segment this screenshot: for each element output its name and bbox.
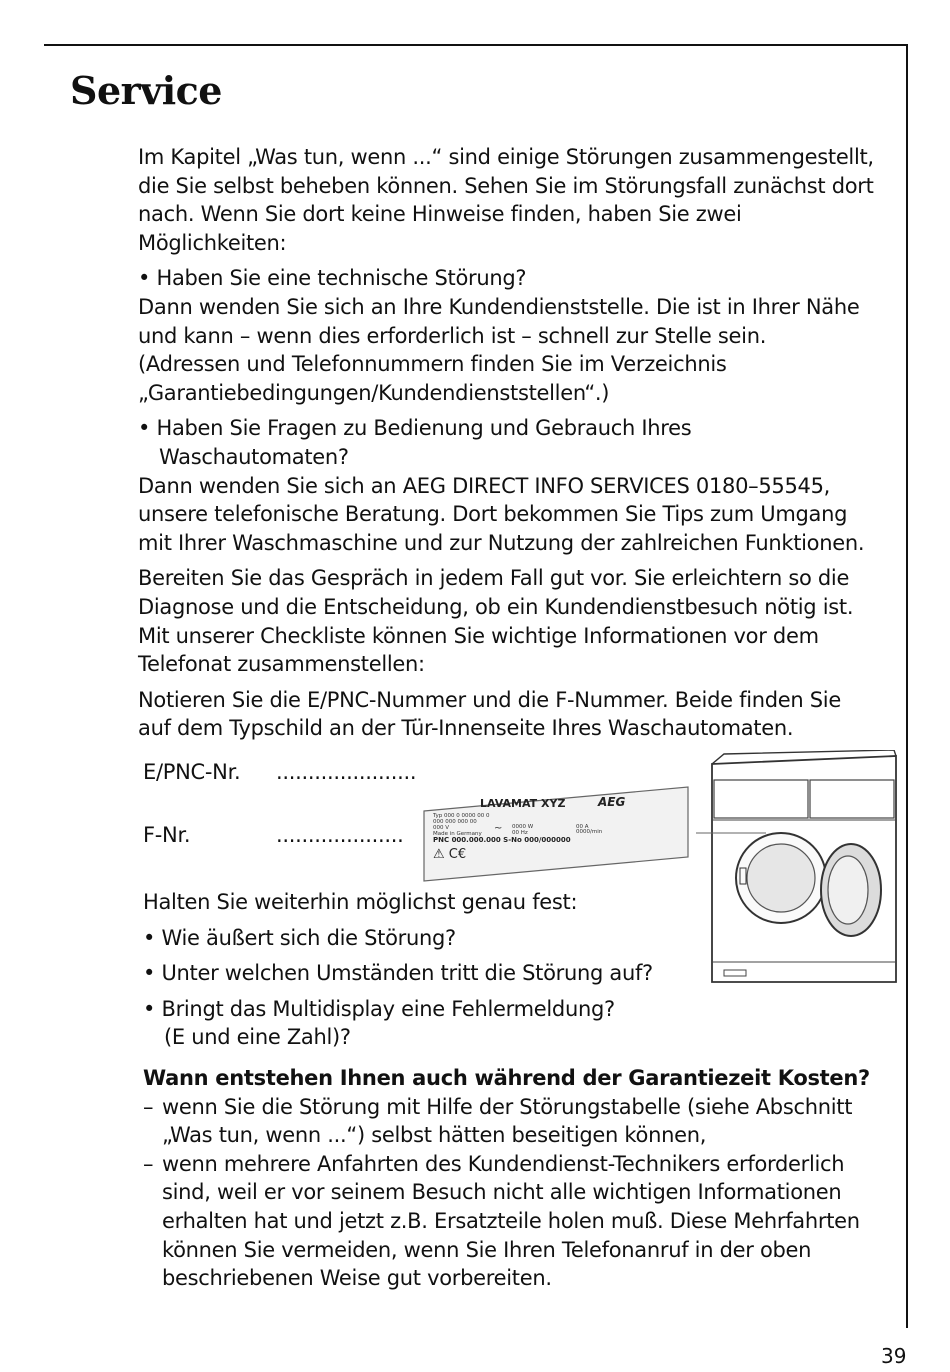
cost-item-1 — [143, 1093, 893, 1150]
bullet-continuation: Waschautomaten? — [159, 444, 349, 469]
plate-brand: AEG — [598, 795, 626, 809]
epnc-dots: ...................... — [276, 760, 417, 784]
plate-volt: 000 V — [433, 825, 450, 831]
text-line: wenn Sie die Störung mit Hilfe der Störungstabelle (siehe Abschnitt — [162, 1094, 853, 1119]
right-rule — [906, 44, 908, 1328]
checklist-intro: Halten Sie weiterhin möglichst genau fest: — [143, 890, 578, 914]
plate-watt: 0000 W — [512, 824, 534, 830]
f-row — [143, 823, 404, 847]
bullet-questions: • Haben Sie Fragen zu Bedienung und Gebrauch Ihres — [138, 416, 692, 441]
page-number: 39 — [881, 1344, 907, 1368]
plate-hz: 00 Hz — [512, 830, 528, 836]
text-line: Möglichkeiten: — [138, 230, 287, 255]
text-line: können Sie vermeiden, wenn Sie Ihren Telefonanruf in der oben — [162, 1237, 812, 1262]
intro-paragraph — [138, 143, 890, 257]
plate-pnc: PNC 000.000.000 S-No 000/000000 — [433, 836, 571, 844]
top-rule — [44, 44, 908, 46]
checklist-item: • Wie äußert sich die Störung? — [143, 925, 456, 950]
text-line: Notieren Sie die E/PNC-Nummer und die F-Nummer. Beide finden Sie — [138, 687, 841, 712]
main-text — [138, 143, 890, 750]
text-line: (Adressen und Telefonnummern finden Sie im Verzeichnis — [138, 352, 727, 377]
option-questions — [138, 414, 890, 557]
text-line: die Sie selbst beheben können. Sehen Sie im Störungsfall zunächst dort — [138, 173, 874, 198]
epnc-row — [143, 760, 417, 784]
text-line: und kann – wenn dies erforderlich ist – schnell zur Stelle sein. — [138, 323, 767, 348]
text-line: Dann wenden Sie sich an Ihre Kundendienststelle. Die ist in Ihrer Nähe — [138, 294, 860, 319]
text-line: unsere telefonische Beratung. Dort bekommen Sie Tips zum Umgang — [138, 502, 848, 527]
control-panel — [810, 780, 894, 818]
text-line: Telefonat zusammenstellen: — [138, 652, 425, 677]
text-line: auf dem Typschild an der Tür-Innenseite Ihres Waschautomaten. — [138, 716, 794, 741]
plate-origin: Made in Germany — [433, 831, 482, 837]
checklist-item: • Unter welchen Umständen tritt die Störung auf? — [143, 961, 653, 986]
text-line: nach. Wenn Sie dort keine Hinweise finden, haben Sie zwei — [138, 202, 742, 227]
text-line: beschriebenen Weise gut vorbereiten. — [162, 1266, 552, 1291]
plate-model: LAVAMAT XYZ — [480, 797, 566, 810]
plate-tilde: ~ — [494, 823, 503, 834]
plate-rpm: 0000/min — [576, 829, 603, 835]
f-label: F-Nr. — [143, 823, 191, 847]
f-dots: .................... — [276, 823, 404, 847]
text-line: wenn mehrere Anfahrten des Kundendienst-Technikers erforderlich — [162, 1151, 845, 1176]
bullet-technical: • Haben Sie eine technische Störung? — [138, 266, 527, 291]
prepare-paragraph — [138, 564, 890, 678]
plate-amp: 00 A — [576, 824, 589, 830]
checklist-item-error — [143, 995, 893, 1052]
text-line: erhalten hat und jetzt z.B. Ersatzteile holen muß. Diese Mehrfahrten — [162, 1208, 860, 1233]
text-line: Bereiten Sie das Gespräch in jedem Fall gut vor. Sie erleichtern so die — [138, 566, 850, 591]
option-technical — [138, 264, 890, 407]
lower-text — [143, 888, 893, 1293]
text-line: „Was tun, wenn ...“) selbst hätten beseitigen können, — [162, 1123, 707, 1148]
text-line: „Garantiebedingungen/Kundendienststellen“.) — [138, 380, 610, 405]
checklist-continuation: (E und eine Zahl)? — [164, 1025, 351, 1050]
type-plate — [420, 785, 692, 885]
text-line: sind, weil er vor seinem Besuch nicht alle wichtigen Informationen — [162, 1180, 842, 1205]
text-line: Diagnose und die Entscheidung, ob ein Kundendienstbesuch nötig ist. — [138, 594, 854, 619]
plate-typ: Typ 000 0 0000 00 0 — [433, 813, 490, 819]
text-line: mit Ihrer Waschmaschine und zur Nutzung der zahlreichen Funktionen. — [138, 530, 865, 555]
plate-marks: ⚠ C€ — [433, 847, 467, 862]
text-line: Im Kapitel „Was tun, wenn ...“ sind einige Störungen zusammengestellt, — [138, 145, 874, 169]
checklist-item: • Bringt das Multidisplay eine Fehlermeldung? — [143, 996, 615, 1021]
dash-marker: – — [143, 1151, 154, 1176]
dash-marker: – — [143, 1094, 154, 1119]
text-line: Mit unserer Checkliste können Sie wichtige Informationen vor dem — [138, 623, 819, 648]
note-paragraph — [138, 686, 890, 743]
epnc-label: E/PNC-Nr. — [143, 760, 241, 784]
costs-heading: Wann entstehen Ihnen auch während der Garantiezeit Kosten? — [143, 1065, 870, 1090]
text-line: Dann wenden Sie sich an AEG DIRECT INFO SERVICES 0180–55545, — [138, 473, 831, 498]
page-title: Service — [70, 68, 222, 113]
cost-item-2 — [143, 1150, 893, 1293]
plate-code: 000 000 000 00 — [433, 819, 477, 825]
detergent-drawer — [714, 780, 808, 818]
